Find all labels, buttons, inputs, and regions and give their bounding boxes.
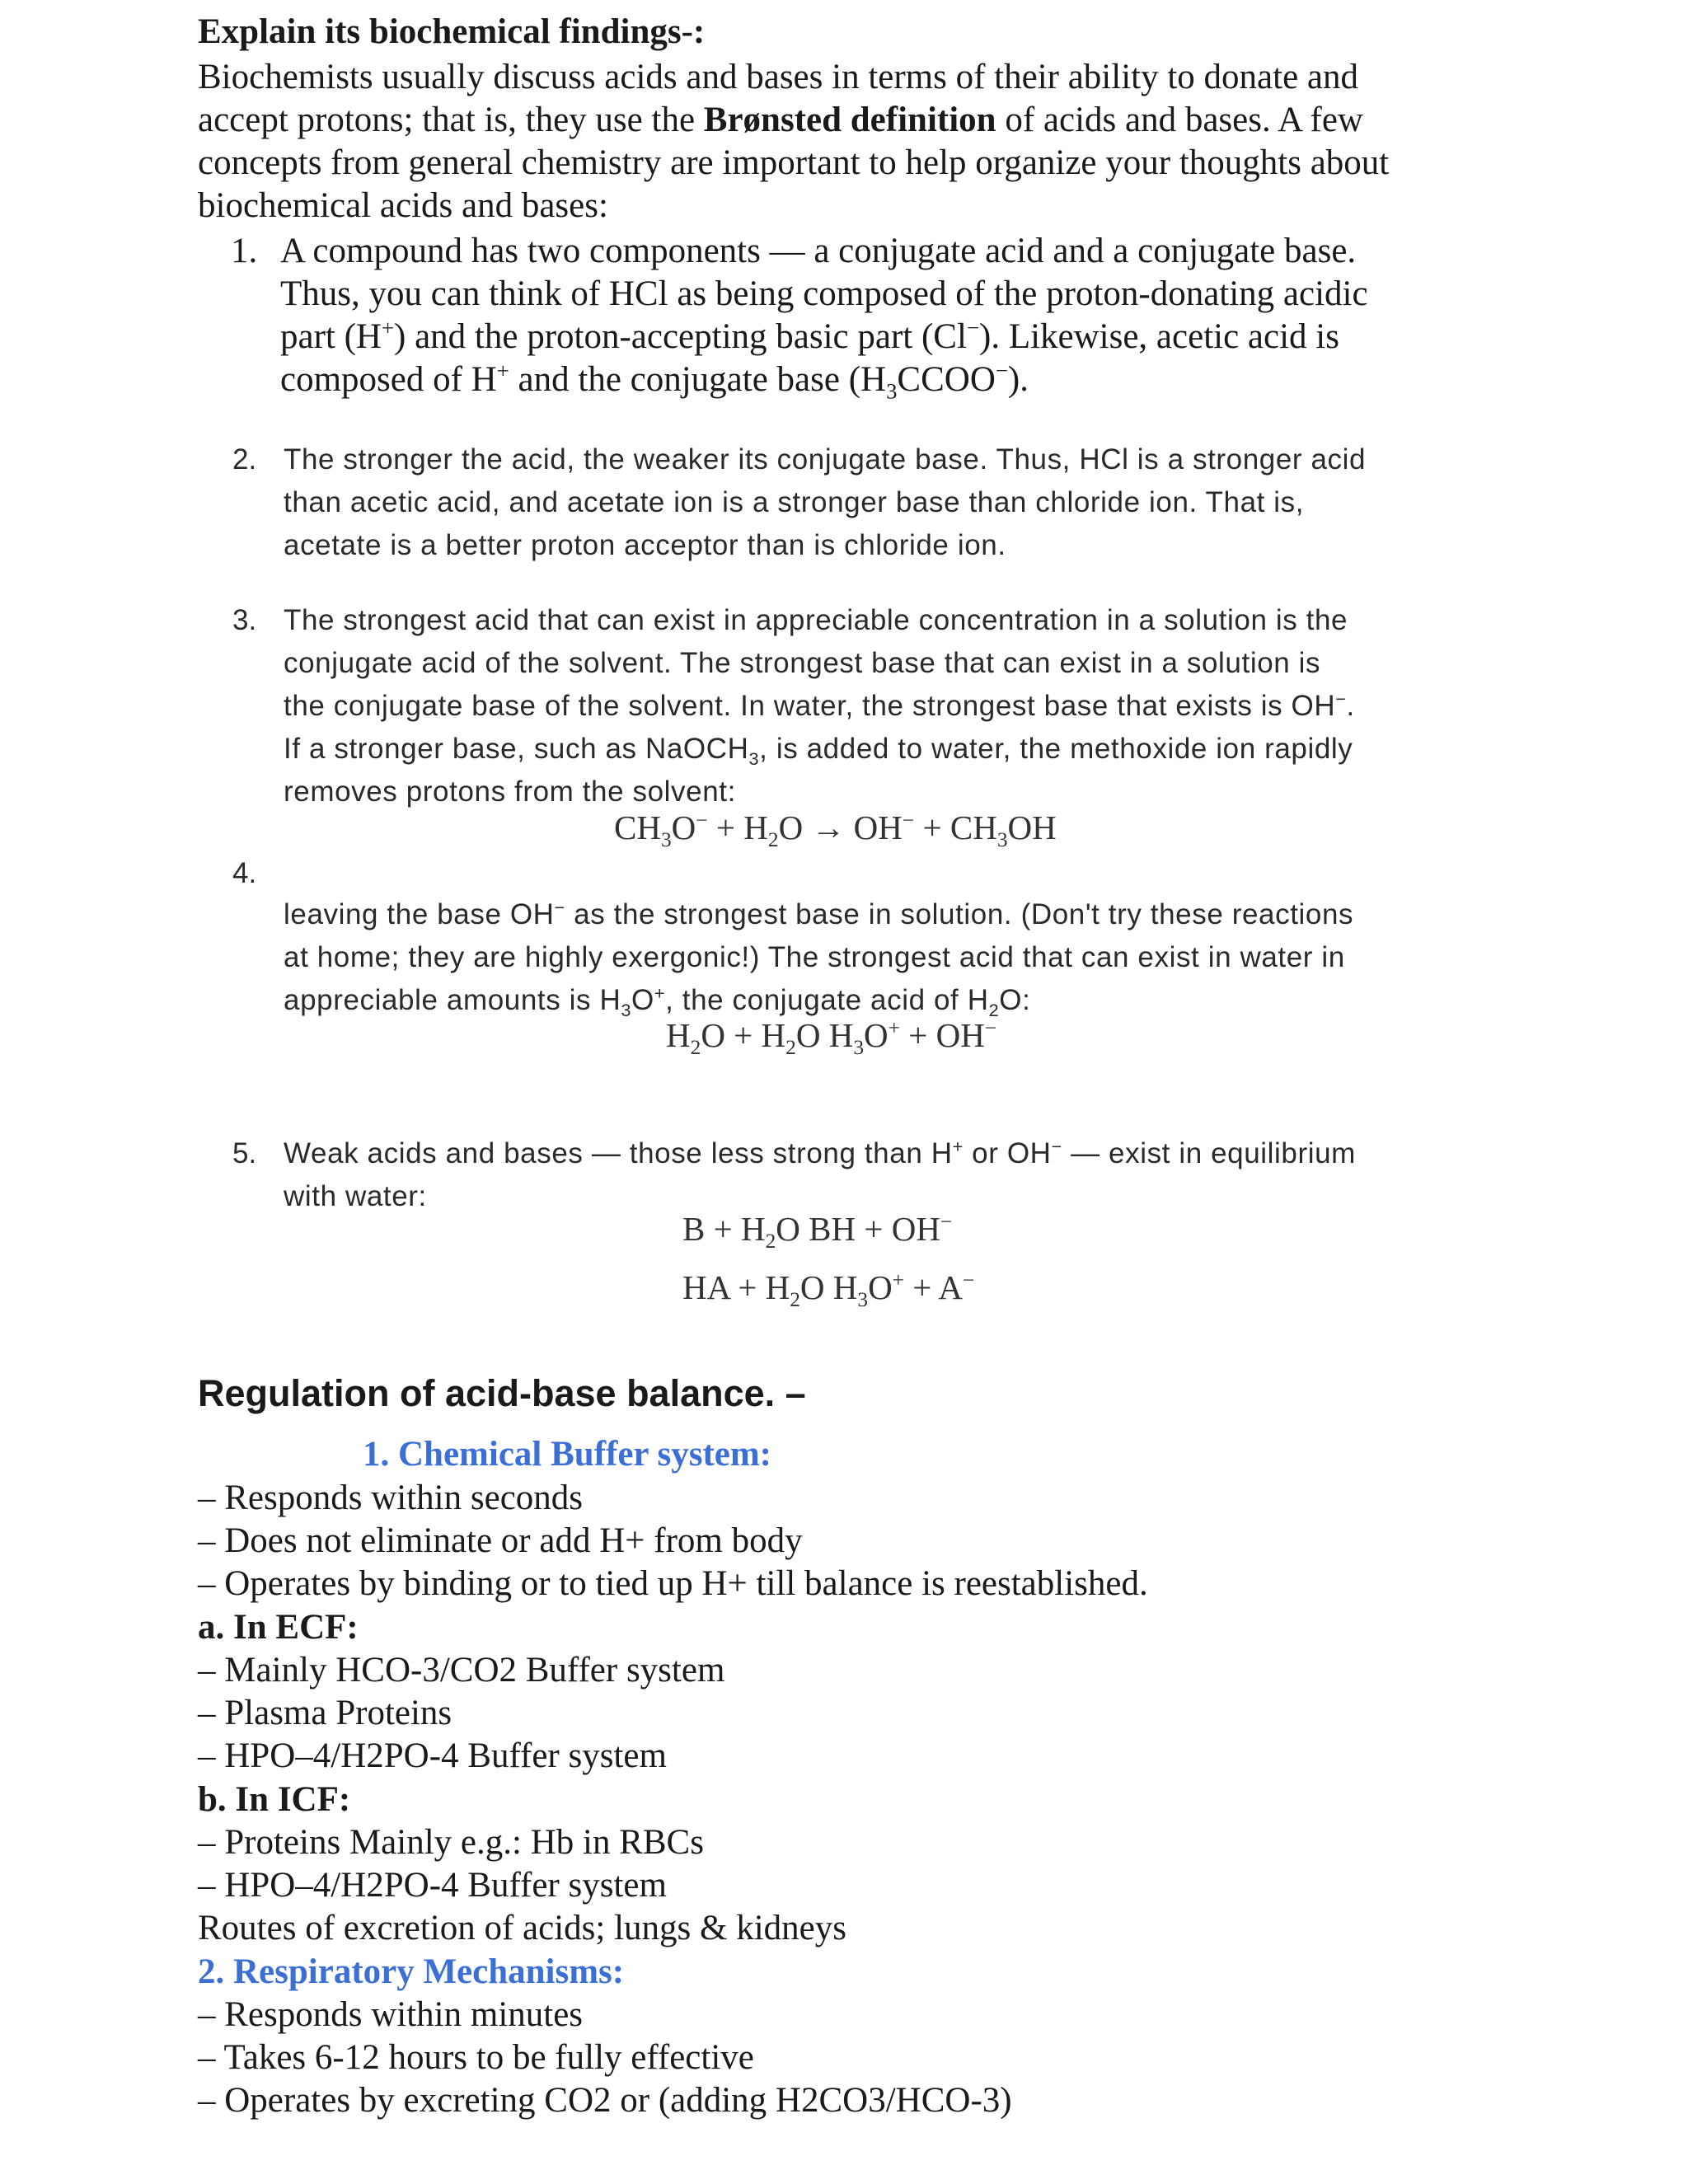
bullet-line: – Responds within minutes (198, 1995, 584, 2034)
bullet-line: – Mainly HCO-3/CO2 Buffer system (198, 1651, 725, 1690)
list-item-line: with water: (284, 1180, 427, 1212)
list-item-line: Weak acids and bases — those less strong than H+ or OH− — exist in equilibrium (284, 1136, 1356, 1169)
bullet-line: – Responds within seconds (198, 1479, 584, 1517)
bullet-line: – Does not eliminate or add H+ from body (198, 1521, 803, 1560)
list-item-line: leaving the base OH− as the strongest base in solution. (Don't try these reactions (284, 897, 1354, 930)
intro-line: Biochemists usually discuss acids and bases in terms of their ability to donate and (198, 58, 1358, 96)
bullet-line: – HPO–4/H2PO-4 Buffer system (198, 1736, 667, 1775)
bronsted-term: Brønsted definition (703, 101, 996, 139)
list-item-line: the conjugate base of the solvent. In water, the strongest base that exists is OH−. (284, 688, 1355, 722)
list-item-line: conjugate acid of the solvent. The strongest base that can exist in a solution is (284, 647, 1321, 679)
list-item-line: appreciable amounts is $H_3O^+$, the conjugate acid of $H_2O$: (284, 982, 1031, 1020)
routes-line: Routes of excretion of acids; lungs & kidneys (198, 1909, 846, 1947)
intro-line: concepts from general chemistry are important to help organize your thoughts about (198, 143, 1390, 182)
bullet-line: – HPO–4/H2PO-4 Buffer system (198, 1866, 667, 1905)
list-item-line: The strongest acid that can exist in appreciable concentration in a solution is the (284, 604, 1348, 636)
list-number: 2. (232, 443, 257, 476)
intro-line: accept protons; that is, they use the Brønsted definition of acids and bases. A few (198, 101, 1363, 139)
list-number: 3. (232, 604, 257, 636)
list-item-line: part (H+) and the proton-accepting basic part (Cl−). Likewise, acetic acid is (280, 315, 1339, 356)
list-item-line: If a stronger base, such as NaOCH$_3$, is added to water, the methoxide ion rapidly (284, 733, 1353, 769)
subsection-heading: a. In ECF: (198, 1608, 359, 1647)
list-item-line: acetate is a better proton acceptor than is chloride ion. (284, 529, 1006, 561)
section-heading: Regulation of acid-base balance. – (198, 1372, 806, 1414)
bullet-line: – Operates by excreting CO2 or (adding H2CO3/HCO-3) (198, 2081, 1012, 2120)
list-number: 5. (232, 1137, 257, 1169)
reaction-equation: $CH_3O^- + H_2O \to OH^- + CH_3OH$ (614, 808, 1057, 852)
bullet-line: – Plasma Proteins (198, 1694, 452, 1732)
reaction-equation: $B + H_2O$ BH + OH− (682, 1210, 953, 1254)
list-item-line: A compound has two components — a conjugate acid and a conjugate base. (280, 232, 1357, 270)
list-item-line: The stronger the acid, the weaker its conjugate base. Thus, HCl is a stronger acid (284, 443, 1367, 476)
subsection-heading: b. In ICF: (198, 1780, 351, 1819)
reaction-equation: $H_2O + H_2O$ $H_3O^+ + OH^-$ (666, 1016, 997, 1060)
subsection-heading: 1. Chemical Buffer system: (363, 1435, 771, 1474)
bullet-line: – Operates by binding or to tied up H+ till balance is reestablished. (198, 1564, 1148, 1603)
reaction-equation: HA + $H_2O$ $H_3O^+ + A^-$ (682, 1268, 975, 1312)
list-number: 4. (232, 857, 257, 889)
bullet-line: – Proteins Mainly e.g.: Hb in RBCs (198, 1823, 704, 1862)
section-heading: Explain its biochemical findings-: (198, 12, 706, 51)
list-item-line: removes protons from the solvent: (284, 776, 736, 808)
list-item-line: Thus, you can think of HCl as being composed of the proton-donating acidic (280, 274, 1368, 313)
list-item-line: composed of H+ and the conjugate base $(H_3CCOO^-)$. (280, 358, 1029, 404)
bullet-line: – Takes 6-12 hours to be fully effective (198, 2038, 754, 2077)
list-item-line: than acetic acid, and acetate ion is a stronger base than chloride ion. That is, (284, 486, 1305, 518)
list-item-line: at home; they are highly exergonic!) The strongest acid that can exist in water in (284, 941, 1345, 973)
intro-line: biochemical acids and bases: (198, 186, 608, 225)
list-number: 1. (231, 232, 258, 270)
subsection-heading: 2. Respiratory Mechanisms: (198, 1952, 625, 1991)
